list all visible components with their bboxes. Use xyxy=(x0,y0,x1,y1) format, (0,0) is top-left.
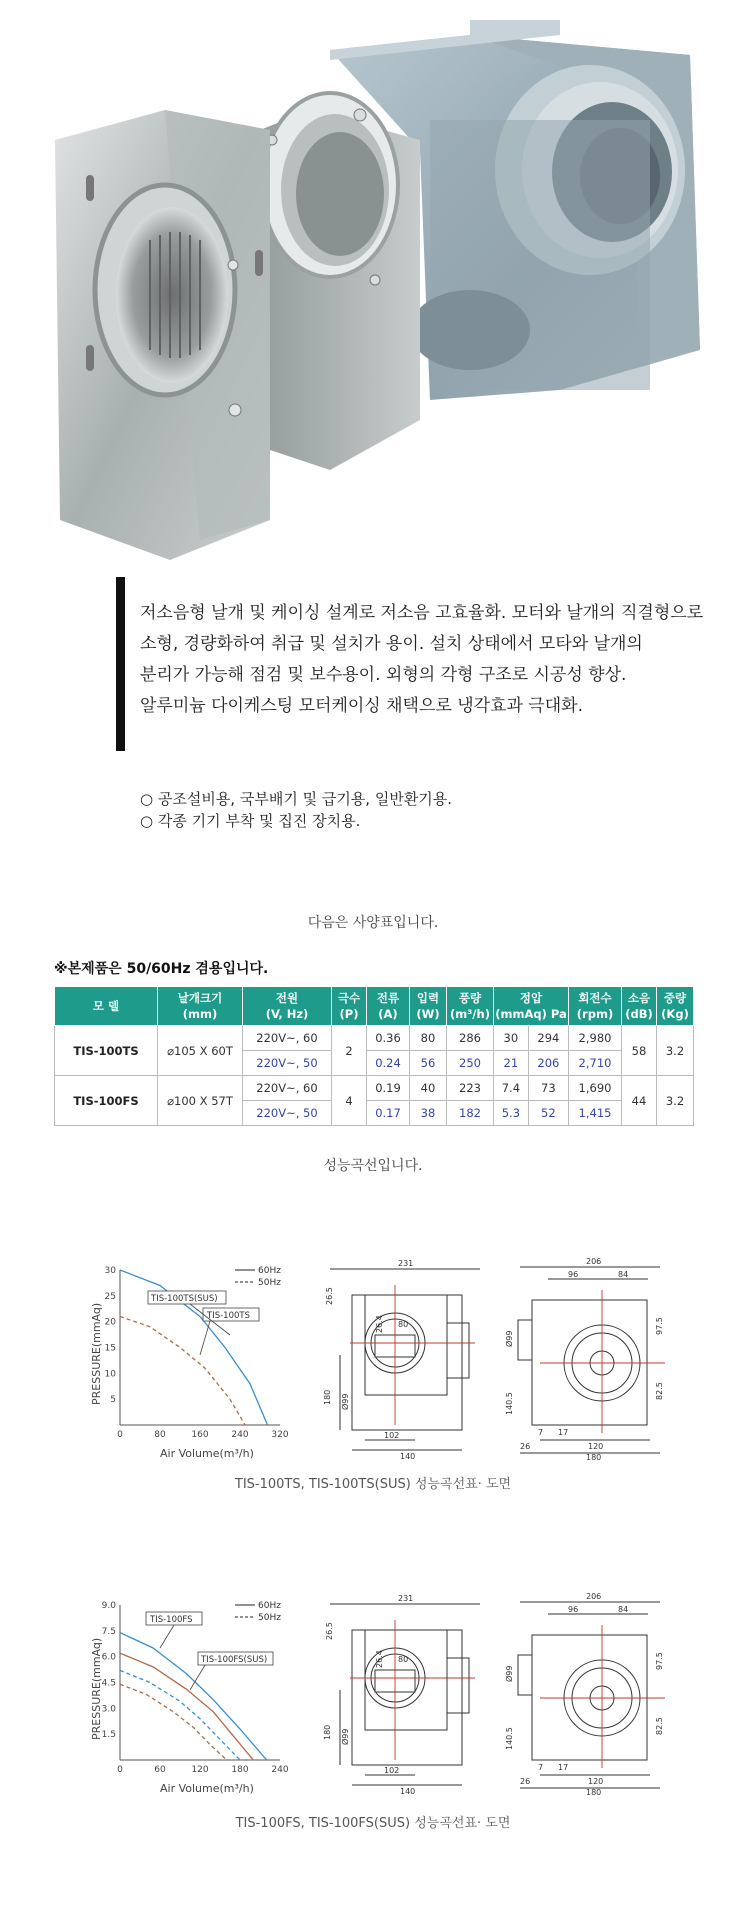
curve-label-sus: TIS-100TS(SUS) xyxy=(151,1294,218,1304)
dim-text: 7 xyxy=(538,1428,544,1437)
curve-label-fs: TIS-100FS xyxy=(150,1615,193,1625)
series-line xyxy=(120,1684,227,1760)
rpm-cell: 2,980 xyxy=(569,1026,622,1051)
y-tick-label: 3.0 xyxy=(101,1704,116,1715)
header-blade: 날개크기 (mm) xyxy=(158,987,243,1026)
x-tick-label: 180 xyxy=(231,1765,249,1775)
y-tick-label: 6.0 xyxy=(101,1652,116,1663)
y-tick-label: 1.5 xyxy=(101,1730,116,1741)
x-tick-label: 0 xyxy=(117,1765,123,1775)
dim-text: 102 xyxy=(384,1766,400,1775)
legend-50hz: 50Hz xyxy=(258,1613,281,1623)
spec-header-row xyxy=(55,987,694,1026)
table-row xyxy=(55,1026,694,1051)
chart-caption: TIS-100FS, TIS-100FS(SUS) 성능곡선표· 도면 xyxy=(235,1816,511,1831)
dim-text: 7 xyxy=(538,1763,544,1772)
description-line: 저소음형 날개 및 케이싱 설계로 저소음 고효율화. 모터와 날개의 직결형으로 xyxy=(140,603,704,623)
mmaq-cell: 30 xyxy=(494,1026,529,1051)
description-line: 분리가 가능해 점검 및 보수용이. 외형의 각형 구조로 시공성 향상. xyxy=(140,665,627,685)
dim-text: 26.4 xyxy=(375,1315,384,1333)
input-cell: 40 xyxy=(410,1076,447,1101)
dim-text: 180 xyxy=(323,1389,332,1405)
header-pressure: 정압 (mmAq) Pa xyxy=(494,987,569,1026)
dim-text: 80 xyxy=(398,1655,409,1664)
use-item: ○ 공조설비용, 국부배기 및 급기용, 일반환기용. xyxy=(140,790,453,808)
x-tick-label: 240 xyxy=(231,1430,249,1440)
legend-60hz: 60Hz xyxy=(258,1266,281,1276)
chart-ylabel: PRESSURE(mmAq) xyxy=(90,1637,103,1740)
input-cell: 80 xyxy=(410,1026,447,1051)
dim-text: 26.4 xyxy=(375,1650,384,1668)
curve-intro: 성능곡선입니다. xyxy=(323,1158,423,1174)
blade-cell: ⌀105 X 60T xyxy=(158,1026,243,1076)
dim-text: 140 xyxy=(400,1452,416,1460)
x-tick-label: 160 xyxy=(191,1430,209,1440)
header-flow: 풍량 (m³/h) xyxy=(447,987,494,1026)
dim-text: 140 xyxy=(400,1787,416,1795)
dim-text: 180 xyxy=(586,1788,602,1795)
dim-text: 17 xyxy=(558,1763,569,1772)
spec-table xyxy=(54,986,694,1126)
model-cell: TIS-100TS xyxy=(55,1026,158,1076)
input-cell: 56 xyxy=(410,1051,447,1076)
header-noise: 소음 (dB) xyxy=(622,987,657,1026)
performance-chart-ts xyxy=(80,1255,300,1460)
pa-cell: 52 xyxy=(528,1101,568,1126)
legend-60hz: 60Hz xyxy=(258,1601,281,1611)
legend-50hz: 50Hz xyxy=(258,1278,281,1288)
x-tick-label: 0 xyxy=(117,1430,123,1440)
dim-text: 206 xyxy=(586,1257,602,1266)
flow-cell: 223 xyxy=(447,1076,494,1101)
mmaq-cell: 5.3 xyxy=(494,1101,529,1126)
x-tick-label: 320 xyxy=(271,1430,289,1440)
header-weight: 중량 (Kg) xyxy=(657,987,694,1026)
rpm-cell: 1,415 xyxy=(569,1101,622,1126)
rpm-cell: 1,690 xyxy=(569,1076,622,1101)
product-photo xyxy=(0,0,746,560)
performance-chart-fs xyxy=(80,1590,300,1795)
x-tick-label: 60 xyxy=(154,1765,166,1775)
header-model: 모 델 xyxy=(55,987,158,1026)
chart-xlabel: Air Volume(m³/h) xyxy=(160,1447,254,1460)
dim-text: 26 xyxy=(520,1777,531,1786)
input-cell: 38 xyxy=(410,1101,447,1126)
y-tick-label: 4.5 xyxy=(101,1678,116,1689)
curve-label-fs-sus: TIS-100FS(SUS) xyxy=(201,1655,268,1665)
use-list xyxy=(140,788,452,832)
dim-text: Ø99 xyxy=(505,1665,514,1682)
mmaq-cell: 21 xyxy=(494,1051,529,1076)
front-drawing-fs xyxy=(320,1590,500,1795)
header-poles: 극수 (P) xyxy=(332,987,367,1026)
hz-note: ※본제품은 50/60Hz 겸용입니다. xyxy=(54,961,269,977)
dim-text: 102 xyxy=(384,1431,400,1440)
dim-text: 97.5 xyxy=(655,1652,664,1670)
poles-cell: 2 xyxy=(332,1026,367,1076)
spec-intro: 다음은 사양표입니다. xyxy=(307,915,439,931)
dim-text: 180 xyxy=(323,1724,332,1740)
dim-text: 82.5 xyxy=(655,1717,664,1735)
weight-cell: 3.2 xyxy=(657,1076,694,1126)
description-accent-bar xyxy=(116,577,125,751)
series-line xyxy=(120,1670,240,1760)
current-cell: 0.24 xyxy=(367,1051,410,1076)
series-line xyxy=(120,1653,253,1760)
header-power: 전원 (V, Hz) xyxy=(243,987,332,1026)
dim-text: 96 xyxy=(568,1605,579,1614)
dim-text: 17 xyxy=(558,1428,569,1437)
power-cell: 220V~, 60 xyxy=(243,1026,332,1051)
side-drawing-ts xyxy=(500,1255,680,1460)
dim-text: 80 xyxy=(398,1320,409,1329)
dim-text: 26.5 xyxy=(325,1622,334,1640)
dim-text: 231 xyxy=(398,1259,414,1268)
pa-cell: 206 xyxy=(528,1051,568,1076)
flow-cell: 250 xyxy=(447,1051,494,1076)
dim-text: Ø99 xyxy=(505,1330,514,1347)
dim-text: 140.5 xyxy=(505,1392,514,1415)
dim-text: 26.5 xyxy=(325,1287,334,1305)
curve-label-ts: TIS-100TS xyxy=(207,1311,250,1321)
dim-text: 206 xyxy=(586,1592,602,1601)
header-current: 전류 (A) xyxy=(367,987,410,1026)
use-item: ○ 각종 기기 부착 및 집진 장치용. xyxy=(140,812,361,830)
flow-cell: 182 xyxy=(447,1101,494,1126)
y-tick-label: 10 xyxy=(104,1369,116,1380)
description-line: 알루미늄 다이케스팅 모터케이싱 채택으로 냉각효과 극대화. xyxy=(140,696,583,716)
dim-text: 140.5 xyxy=(505,1727,514,1750)
header-input: 입력 (W) xyxy=(410,987,447,1026)
series-line xyxy=(120,1317,245,1426)
dim-text: Ø99 xyxy=(341,1728,350,1745)
dim-text: 96 xyxy=(568,1270,579,1279)
header-rpm: 회전수 (rpm) xyxy=(569,987,622,1026)
dim-text: 180 xyxy=(586,1453,602,1460)
dim-text: 84 xyxy=(618,1270,629,1279)
front-drawing-ts xyxy=(320,1255,500,1460)
pa-cell: 294 xyxy=(528,1026,568,1051)
noise-cell: 58 xyxy=(622,1026,657,1076)
pa-cell: 73 xyxy=(528,1076,568,1101)
model-cell: TIS-100FS xyxy=(55,1076,158,1126)
flow-cell: 286 xyxy=(447,1026,494,1051)
side-drawing-fs xyxy=(500,1590,680,1795)
y-tick-label: 9.0 xyxy=(101,1601,116,1611)
noise-cell: 44 xyxy=(622,1076,657,1126)
blade-cell: ⌀100 X 57T xyxy=(158,1076,243,1126)
y-tick-label: 30 xyxy=(104,1266,116,1276)
power-cell: 220V~, 60 xyxy=(243,1076,332,1101)
x-tick-label: 80 xyxy=(154,1430,166,1440)
dim-text: 26 xyxy=(520,1442,531,1451)
dim-text: 231 xyxy=(398,1594,414,1603)
dim-text: 120 xyxy=(588,1442,604,1451)
steel-box-illustration xyxy=(55,110,270,560)
x-tick-label: 120 xyxy=(191,1765,209,1775)
weight-cell: 3.2 xyxy=(657,1026,694,1076)
dim-text: Ø99 xyxy=(341,1393,350,1410)
power-cell: 220V~, 50 xyxy=(243,1051,332,1076)
power-cell: 220V~, 50 xyxy=(243,1101,332,1126)
product-description xyxy=(140,598,740,722)
mmaq-cell: 7.4 xyxy=(494,1076,529,1101)
y-tick-label: 25 xyxy=(104,1291,116,1302)
y-tick-label: 7.5 xyxy=(101,1626,116,1637)
dim-text: 84 xyxy=(618,1605,629,1614)
description-line: 소형, 경량화하여 취급 및 설치가 용이. 설치 상태에서 모타와 날개의 xyxy=(140,634,643,654)
table-row xyxy=(55,1076,694,1101)
current-cell: 0.19 xyxy=(367,1076,410,1101)
chart-xlabel: Air Volume(m³/h) xyxy=(160,1782,254,1795)
current-cell: 0.36 xyxy=(367,1026,410,1051)
rpm-cell: 2,710 xyxy=(569,1051,622,1076)
y-tick-label: 15 xyxy=(104,1343,116,1354)
y-tick-label: 20 xyxy=(104,1317,116,1328)
chart-caption: TIS-100TS, TIS-100TS(SUS) 성능곡선표· 도면 xyxy=(234,1477,512,1492)
chart-ylabel: PRESSURE(mmAq) xyxy=(90,1302,103,1405)
dim-text: 120 xyxy=(588,1777,604,1786)
x-tick-label: 240 xyxy=(271,1765,289,1775)
y-tick-label: 5 xyxy=(110,1395,116,1406)
dim-text: 82.5 xyxy=(655,1382,664,1400)
poles-cell: 4 xyxy=(332,1076,367,1126)
current-cell: 0.17 xyxy=(367,1101,410,1126)
dim-text: 97.5 xyxy=(655,1317,664,1335)
